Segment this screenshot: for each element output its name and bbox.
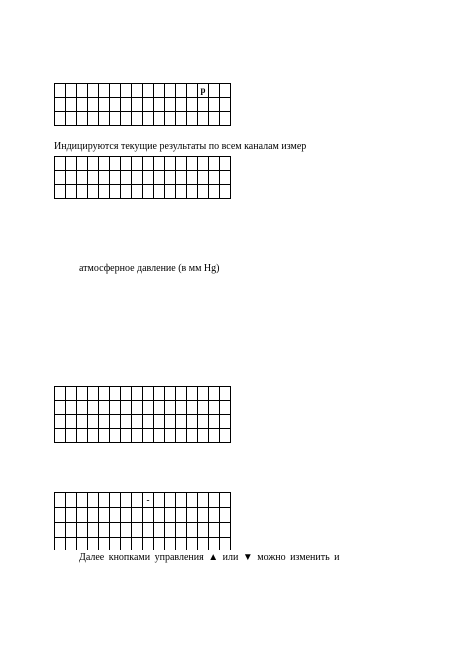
grid-cell — [66, 401, 77, 415]
grid-cell — [220, 185, 231, 199]
grid-cell — [187, 157, 198, 171]
grid-cell — [121, 493, 132, 508]
grid-cell — [66, 98, 77, 112]
grid-cell — [110, 157, 121, 171]
grid-cell — [55, 185, 66, 199]
grid-cell — [99, 401, 110, 415]
grid-cell — [66, 112, 77, 126]
grid-cell — [132, 84, 143, 98]
grid-cell — [132, 401, 143, 415]
grid-cell — [143, 387, 154, 401]
grid-cell — [165, 157, 176, 171]
grid-cell — [209, 401, 220, 415]
grid-cell — [220, 401, 231, 415]
grid-cell — [132, 538, 143, 551]
caption-control-buttons-after: можно изменить и — [257, 552, 340, 563]
grid-cell — [88, 98, 99, 112]
grid-cell — [132, 493, 143, 508]
grid-cell — [55, 84, 66, 98]
grid-cell — [66, 387, 77, 401]
grid-cell — [165, 171, 176, 185]
grid-cell — [110, 415, 121, 429]
grid-cell — [99, 112, 110, 126]
grid-cell — [209, 429, 220, 443]
grid-row — [55, 112, 231, 126]
grid-cell — [121, 171, 132, 185]
grid-cell — [187, 98, 198, 112]
grid-cell — [66, 508, 77, 523]
grid-cell — [121, 538, 132, 551]
grid-row — [55, 157, 231, 171]
grid-cell — [77, 493, 88, 508]
grid-cell — [154, 84, 165, 98]
grid-cell — [176, 112, 187, 126]
grid-cell — [66, 171, 77, 185]
grid-cell — [77, 508, 88, 523]
grid-row — [55, 387, 231, 401]
grid-cell — [198, 401, 209, 415]
grid-cell — [77, 523, 88, 538]
grid-cell — [132, 185, 143, 199]
grid-cell — [132, 429, 143, 443]
grid-cell — [220, 98, 231, 112]
grid-cell — [176, 401, 187, 415]
grid-cell — [88, 523, 99, 538]
grid-cell — [209, 415, 220, 429]
grid-cell — [220, 415, 231, 429]
grid-cell — [66, 429, 77, 443]
grid-cell — [143, 171, 154, 185]
grid-cell — [176, 538, 187, 551]
grid-cell — [209, 171, 220, 185]
grid-cell — [198, 493, 209, 508]
grid-cell — [55, 112, 66, 126]
grid-cell — [55, 401, 66, 415]
grid-cell — [55, 171, 66, 185]
grid-cell — [176, 84, 187, 98]
grid-cell — [121, 401, 132, 415]
grid-cell — [143, 157, 154, 171]
grid-cell — [198, 185, 209, 199]
grid-cell — [209, 387, 220, 401]
grid-cell — [220, 508, 231, 523]
caption-atmospheric-pressure: атмосферное давление (в мм Hg) — [79, 263, 220, 274]
grid-cell — [165, 415, 176, 429]
caption-control-buttons-or: или — [222, 552, 239, 563]
grid-cell — [176, 493, 187, 508]
grid-cell — [66, 415, 77, 429]
grid-cell — [88, 387, 99, 401]
caption-control-buttons-before: Далее кнопками управления — [79, 552, 204, 563]
display-grid-1 — [54, 83, 231, 126]
grid-cell — [143, 415, 154, 429]
grid-cell — [143, 508, 154, 523]
grid-cell — [132, 508, 143, 523]
grid-cell — [99, 171, 110, 185]
grid-cell — [220, 84, 231, 98]
grid-cell — [187, 538, 198, 551]
grid-cell — [55, 415, 66, 429]
grid-cell — [110, 538, 121, 551]
grid-cell — [176, 387, 187, 401]
grid-cell — [99, 508, 110, 523]
grid-cell — [209, 98, 220, 112]
grid-cell — [198, 112, 209, 126]
grid-cell — [99, 415, 110, 429]
grid-cell — [165, 401, 176, 415]
grid-cell — [77, 98, 88, 112]
grid-cell — [110, 387, 121, 401]
grid-cell — [143, 401, 154, 415]
grid-cell — [110, 401, 121, 415]
grid-cell — [154, 415, 165, 429]
grid-cell — [176, 415, 187, 429]
grid-row — [55, 415, 231, 429]
grid-cell — [154, 523, 165, 538]
grid-cell — [187, 523, 198, 538]
grid-cell — [220, 493, 231, 508]
grid-cell — [55, 538, 66, 551]
grid-cell — [187, 112, 198, 126]
grid-row — [55, 493, 231, 508]
grid-row — [55, 185, 231, 199]
grid-row — [55, 429, 231, 443]
grid-cell — [99, 84, 110, 98]
up-triangle-icon: ▲ — [208, 552, 219, 563]
down-triangle-icon: ▼ — [242, 552, 253, 563]
grid-cell — [154, 508, 165, 523]
grid-cell — [209, 185, 220, 199]
grid-cell — [88, 429, 99, 443]
grid-cell — [143, 538, 154, 551]
caption-control-buttons — [79, 552, 340, 563]
grid-cell — [143, 98, 154, 112]
grid-cell — [143, 185, 154, 199]
grid-cell — [121, 523, 132, 538]
grid-cell — [154, 112, 165, 126]
grid-cell — [66, 523, 77, 538]
grid-cell — [165, 387, 176, 401]
grid-cell — [88, 112, 99, 126]
grid-cell — [165, 508, 176, 523]
grid-cell — [66, 538, 77, 551]
grid-cell — [132, 171, 143, 185]
grid-cell — [55, 493, 66, 508]
grid-cell — [99, 429, 110, 443]
grid-cell — [176, 98, 187, 112]
grid-cell — [99, 157, 110, 171]
grid-cell — [121, 98, 132, 112]
grid-cell — [176, 508, 187, 523]
grid-cell — [88, 84, 99, 98]
grid-cell — [132, 387, 143, 401]
grid-cell — [198, 98, 209, 112]
grid-cell — [88, 508, 99, 523]
grid-cell — [77, 415, 88, 429]
grid-cell — [55, 98, 66, 112]
grid-cell — [99, 185, 110, 199]
grid-cell — [110, 98, 121, 112]
display-grid-4 — [54, 492, 231, 550]
grid-cell — [198, 171, 209, 185]
grid-cell — [77, 185, 88, 199]
grid-cell — [66, 157, 77, 171]
grid-cell — [154, 98, 165, 112]
grid-row — [55, 538, 231, 551]
grid-cell — [132, 415, 143, 429]
grid-cell — [77, 157, 88, 171]
grid-cell — [88, 157, 99, 171]
grid-cell — [55, 523, 66, 538]
grid-cell — [88, 185, 99, 199]
grid-cell — [110, 84, 121, 98]
grid-cell — [198, 415, 209, 429]
grid-cell — [154, 387, 165, 401]
grid-cell — [88, 538, 99, 551]
grid-cell — [154, 171, 165, 185]
grid-cell — [121, 84, 132, 98]
grid-cell — [143, 523, 154, 538]
grid-cell — [99, 98, 110, 112]
grid-cell — [99, 523, 110, 538]
grid-cell — [55, 157, 66, 171]
grid-cell — [154, 493, 165, 508]
grid-cell — [187, 429, 198, 443]
grid-cell — [187, 415, 198, 429]
grid-cell — [132, 157, 143, 171]
grid-cell — [176, 171, 187, 185]
grid-cell — [165, 84, 176, 98]
grid-cell — [143, 84, 154, 98]
caption-current-results: Индицируются текущие результаты по всем каналам измер — [54, 141, 307, 152]
grid-cell — [187, 508, 198, 523]
grid-cell — [154, 157, 165, 171]
grid-cell — [220, 429, 231, 443]
grid-cell — [198, 523, 209, 538]
grid-cell — [110, 112, 121, 126]
grid-cell — [110, 508, 121, 523]
grid-cell — [121, 415, 132, 429]
grid-cell — [165, 112, 176, 126]
grid-cell — [187, 171, 198, 185]
grid-cell — [77, 401, 88, 415]
grid-cell — [121, 508, 132, 523]
grid-cell — [88, 415, 99, 429]
grid-cell — [121, 185, 132, 199]
grid-cell — [165, 98, 176, 112]
grid-cell — [77, 538, 88, 551]
grid-cell — [143, 112, 154, 126]
grid-row — [55, 84, 231, 98]
grid-cell — [77, 429, 88, 443]
grid-cell — [132, 98, 143, 112]
grid-cell — [165, 493, 176, 508]
grid-cell-marked: р — [198, 84, 209, 98]
grid-cell — [154, 185, 165, 199]
grid-cell — [154, 429, 165, 443]
grid-cell — [143, 429, 154, 443]
grid-cell — [110, 523, 121, 538]
grid-cell — [187, 185, 198, 199]
grid-cell — [220, 538, 231, 551]
grid-cell — [209, 84, 220, 98]
display-grid-3 — [54, 386, 231, 443]
grid-cell — [209, 157, 220, 171]
grid-cell — [176, 429, 187, 443]
grid-cell — [220, 157, 231, 171]
grid-cell — [165, 538, 176, 551]
grid-cell — [209, 112, 220, 126]
grid-cell — [165, 185, 176, 199]
grid-cell — [165, 429, 176, 443]
grid-cell — [198, 157, 209, 171]
grid-cell — [99, 493, 110, 508]
grid-cell — [187, 84, 198, 98]
grid-cell — [77, 84, 88, 98]
grid-cell — [121, 112, 132, 126]
grid-row — [55, 98, 231, 112]
grid-cell — [187, 387, 198, 401]
grid-cell — [176, 157, 187, 171]
grid-cell — [77, 387, 88, 401]
grid-cell — [209, 538, 220, 551]
grid-cell — [220, 523, 231, 538]
grid-cell — [110, 171, 121, 185]
grid-row — [55, 171, 231, 185]
grid-cell — [209, 493, 220, 508]
grid-cell — [88, 493, 99, 508]
grid-cell-marked: - — [143, 493, 154, 508]
grid-cell — [154, 401, 165, 415]
grid-cell — [198, 429, 209, 443]
grid-cell — [110, 429, 121, 443]
grid-cell — [198, 387, 209, 401]
grid-cell — [99, 387, 110, 401]
grid-cell — [198, 538, 209, 551]
grid-cell — [209, 523, 220, 538]
grid-cell — [132, 523, 143, 538]
grid-cell — [55, 429, 66, 443]
grid-cell — [187, 401, 198, 415]
grid-cell — [154, 538, 165, 551]
grid-cell — [66, 185, 77, 199]
grid-cell — [66, 84, 77, 98]
grid-cell — [110, 493, 121, 508]
grid-cell — [77, 112, 88, 126]
grid-cell — [187, 493, 198, 508]
grid-cell — [88, 171, 99, 185]
grid-cell — [121, 429, 132, 443]
grid-cell — [66, 493, 77, 508]
grid-cell — [165, 523, 176, 538]
grid-cell — [132, 112, 143, 126]
grid-cell — [220, 112, 231, 126]
grid-row — [55, 523, 231, 538]
grid-cell — [176, 523, 187, 538]
grid-cell — [220, 387, 231, 401]
grid-cell — [176, 185, 187, 199]
grid-cell — [99, 538, 110, 551]
grid-cell — [88, 401, 99, 415]
grid-cell — [198, 508, 209, 523]
grid-cell — [55, 387, 66, 401]
grid-cell — [121, 387, 132, 401]
grid-cell — [209, 508, 220, 523]
grid-cell — [121, 157, 132, 171]
grid-cell — [77, 171, 88, 185]
grid-cell — [220, 171, 231, 185]
grid-row — [55, 401, 231, 415]
display-grid-4-wrapper — [54, 492, 274, 550]
grid-row — [55, 508, 231, 523]
display-grid-2 — [54, 156, 231, 199]
grid-cell — [110, 185, 121, 199]
grid-cell — [55, 508, 66, 523]
